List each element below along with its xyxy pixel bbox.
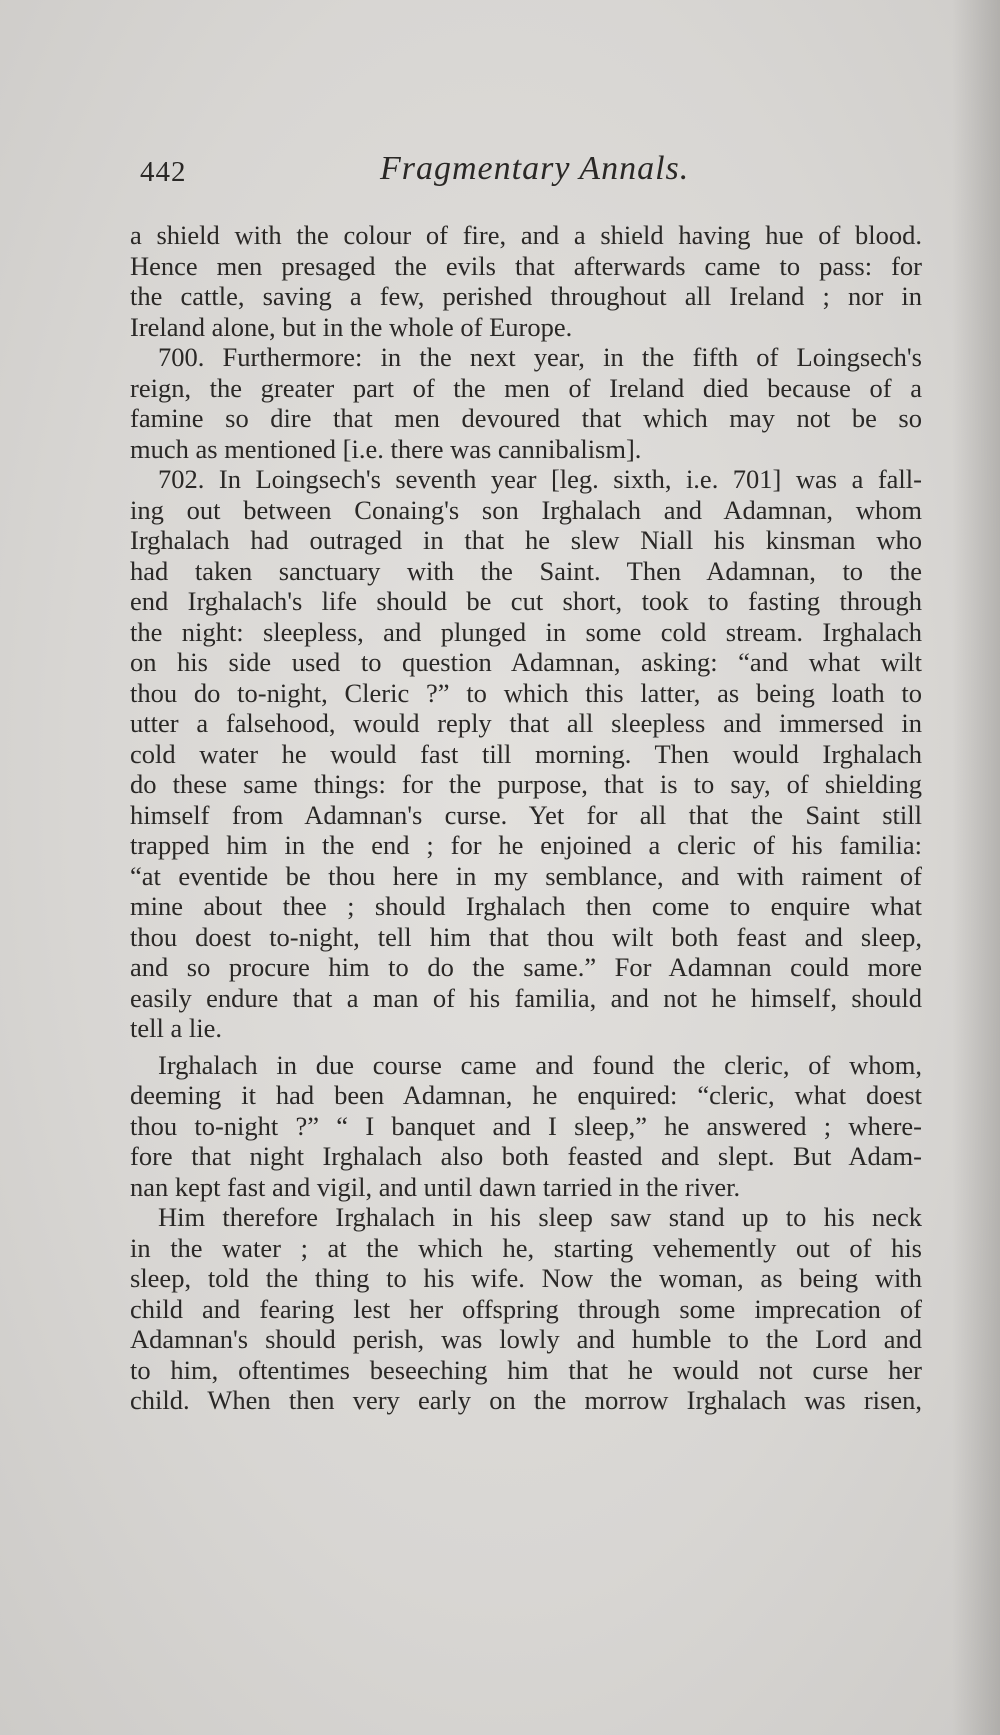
page-number: 442 [140, 156, 187, 188]
text-line: mine about thee ; should Irghalach then come to enquire what [130, 891, 922, 921]
text-line: famine so dire that men devoured that which may not be so [130, 403, 922, 433]
text-line: trapped him in the end ; for he enjoined a cleric of his familia: [130, 830, 922, 860]
text-line: much as mentioned [i.e. there was cannibalism]. [130, 433, 642, 464]
text-line: a shield with the colour of fire, and a shield having hue of blood. [130, 220, 922, 250]
text-line: thou do to-night, Cleric ?” to which this latter, as being loath to [130, 677, 922, 708]
text-line: fore that night Irghalach also both feasted and slept. But Adam- [130, 1141, 922, 1171]
text-line: tell a lie. [130, 1013, 222, 1043]
text-line: ing out between Conaing's son Irghalach and Adamnan, whom [130, 494, 922, 525]
text-line: sleep, told the thing to his wife. Now the woman, as being with [130, 1263, 922, 1293]
text-line: do these same things: for the purpose, that is to say, of shielding [130, 769, 922, 799]
text-line: reign, the greater part of the men of Ireland died because of a [130, 372, 922, 403]
text-line: child. When then very early on the morrow Irghalach was risen, [130, 1385, 922, 1415]
text-line: “at eventide be thou here in my semblance, and with raiment of [130, 860, 922, 891]
text-line: nan kept fast and vigil, and until dawn tarried in the river. [130, 1171, 741, 1202]
text-line: child and fearing lest her offspring through some imprecation of [130, 1293, 922, 1324]
text-line: the night: sleepless, and plunged in some cold stream. Irghalach [130, 616, 922, 647]
text-line: utter a falsehood, would reply that all sleepless and immersed in [130, 708, 922, 738]
text-line: cold water he would fast till morning. Then would Irghalach [130, 738, 922, 769]
text-line: Adamnan's should perish, was lowly and humble to the Lord and [130, 1324, 922, 1354]
body-text [130, 220, 922, 1416]
text-line: Hence men presaged the evils that afterwards came to pass: for [130, 250, 922, 281]
text-line: 702. In Loingsech's seventh year [leg. sixth, i.e. 701] was a fall- [158, 464, 922, 494]
text-line: had taken sanctuary with the Saint. Then Adamnan, to the [130, 555, 922, 586]
text-line: and so procure him to do the same.” For Adamnan could more [130, 952, 922, 982]
text-line: himself from Adamnan's curse. Yet for all that the Saint still [130, 799, 922, 830]
text-line: deeming it had been Adamnan, he enquired: “cleric, what doest [130, 1080, 922, 1110]
text-line: Irghalach had outraged in that he slew Niall his kinsman who [130, 525, 922, 555]
text-line: on his side used to question Adamnan, asking: “and what wilt [130, 647, 922, 677]
text-line: 700. Furthermore: in the next year, in the fifth of Loingsech's [158, 342, 922, 372]
text-line: Irghalach in due course came and found the cleric, of whom, [158, 1049, 922, 1080]
text-line: to him, oftentimes beseeching him that he would not curse her [130, 1354, 922, 1385]
running-head [140, 150, 920, 194]
text-line: thou to-night ?” “ I banquet and I sleep,” he answered ; where- [130, 1110, 922, 1141]
text-line: in the water ; at the which he, starting vehemently out of his [130, 1232, 922, 1263]
text-line: the cattle, saving a few, perished throughout all Ireland ; nor in [130, 281, 922, 311]
text-line: end Irghalach's life should be cut short, took to fasting through [130, 586, 922, 616]
text-line: Ireland alone, but in the whole of Europe. [130, 311, 573, 342]
text-line: Him therefore Irghalach in his sleep saw stand up to his neck [158, 1202, 922, 1232]
text-line: thou doest to-night, tell him that thou wilt both feast and sleep, [130, 921, 922, 952]
running-title: Fragmentary Annals. [380, 150, 690, 187]
text-line: easily endure that a man of his familia, and not he himself, should [130, 982, 922, 1013]
